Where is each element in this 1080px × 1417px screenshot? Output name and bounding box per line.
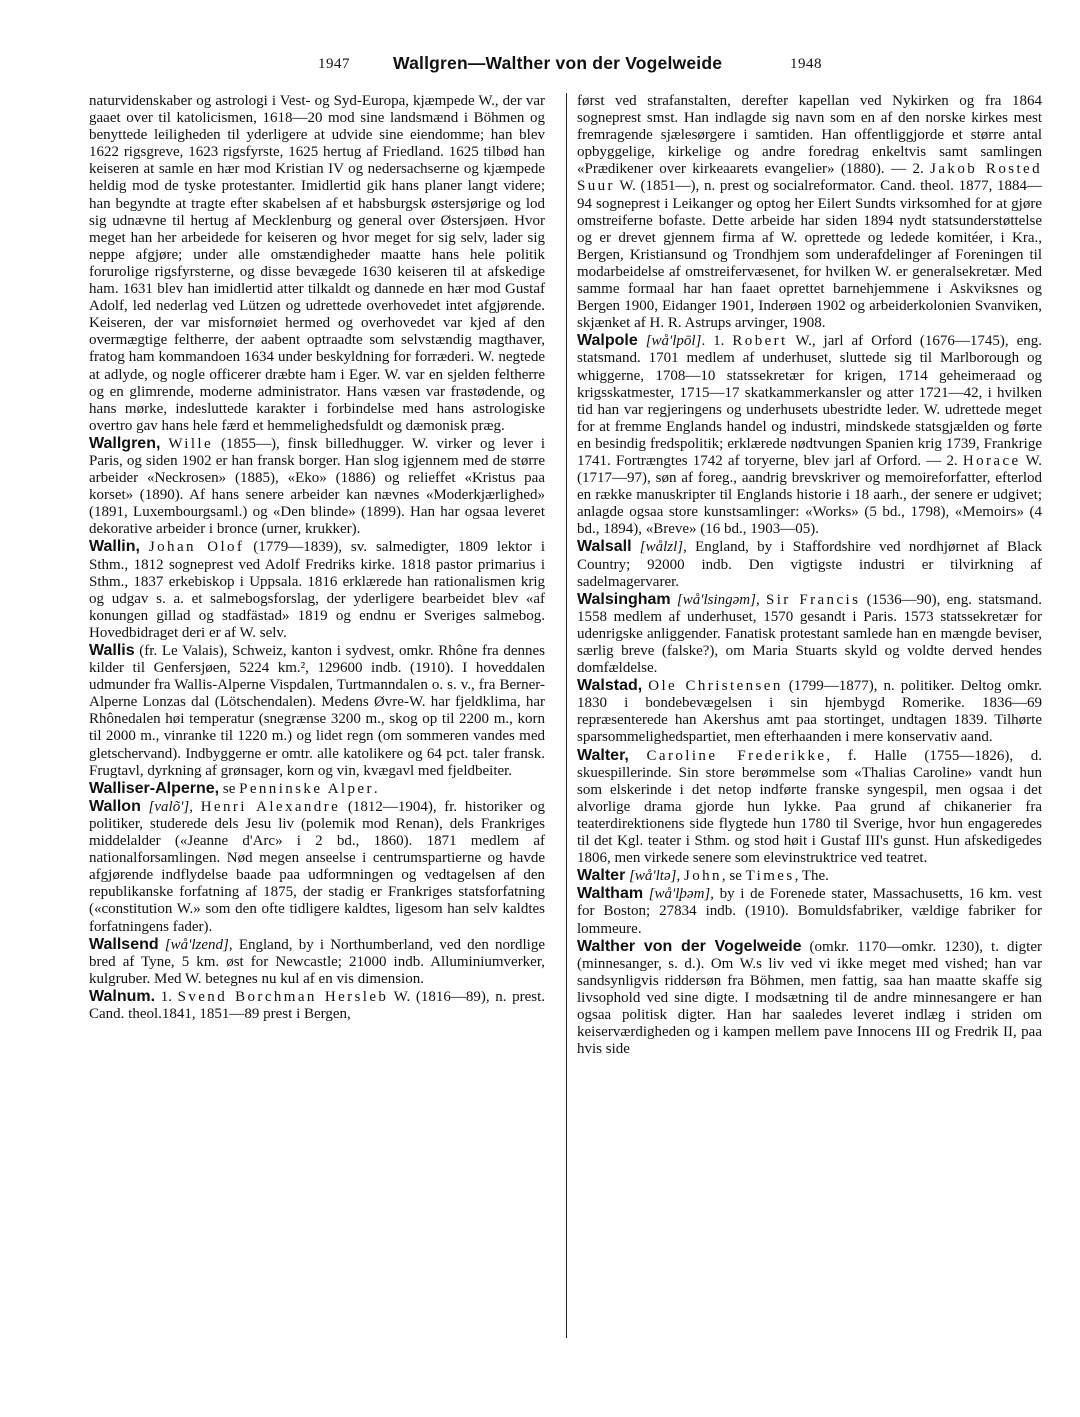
entry-text: , f. Halle (1755—1826), d. skuespillerinde. Sin store berømmelse som «Thalias Caroline» vandt hun som elskerinde i det netop indførte franske syngespil, men ogsaa i det alvorlige drama gjorde hun lykke. Paa grund af chikanerier fra teaterdirektionens side flygtede hun 1780 til Sverige, hvor hun engageredes til det Kgl. teater i Sthm. og stod høit i Gustaf III's gunst. Hun afskedigedes 1806, men virkede senere som elevinstruktrice ved teatret. bbox=[577, 747, 1043, 867]
page-number-left: 1947 bbox=[318, 56, 350, 72]
entry-text: W. (1816—89), n. prest. Cand. theol.1841, 1851—89 prest i Bergen, bbox=[89, 988, 545, 1022]
person-name: Wille bbox=[168, 435, 214, 452]
entry-walliser-alperne bbox=[89, 780, 545, 798]
entry-text: , England, by i Staffordshire ved nordhjørnet af Black Country; 92000 indb. Den vigtigste industri er tilvirkning af sadelmagervarer. bbox=[577, 539, 1042, 590]
headword: Walter bbox=[577, 867, 626, 885]
headword: Walliser-Alperne, bbox=[89, 779, 220, 797]
headword: Wallgren, bbox=[89, 434, 161, 452]
entry-wallon: Wallon [valõ'], Henri Alexandre (1812—1904), fr. historiker og politiker, studerede dels Jesu liv (polemik mod Renan), dels Frankriges middelalder («Jeanne d'Arc» i 2 bd., 1860). 1871 medlem af nationalforsamlingen. Nød megen anseelse i centrumspartierne og havde afgjørende indflydelse baade paa udformningen og vedtagelsen af den republikanske forfatning af 1875, der stadig er Frankriges statsforfatning («constitution W.» som den ofte tidligere kaldtes, ligesom han selv kaldtes forfatningens fader). bbox=[89, 797, 546, 935]
headword: Waltham bbox=[577, 885, 644, 903]
entry-text: , England, by i Northumberland, ved den nordlige bred af Tyne, 5 km. øst for Newcastle; 21000 indb. Alluminiumverker, kulgruber. Med W. betegnes nu kul af en vis dimension. bbox=[89, 936, 545, 987]
headword: Walpole bbox=[577, 332, 638, 350]
entry-text: (1536—90), eng. statsmand. 1558 medlem af underhuset, 1570 gesandt i Paris. 1573 statssekretær for udenrigske anliggender. Fanatisk protestant samlede han en mængde beviser, særlig breve (falske?), om Maria Stuarts skyld og voldte derved hendes domfældelse. bbox=[577, 591, 1042, 677]
person-name: Robert bbox=[732, 333, 788, 350]
pronunciation: [wålzl] bbox=[639, 539, 684, 556]
entry-text: (fr. Le Valais), Schweiz, kanton i sydvest, omkr. Rhône fra dennes kilder til Genfersjøen, 5224 km.², 129600 indb. (1910). I hoveddalen udmunder fra Wallis-Alperne Vispdalen, Turtmanndalen o. s. v., fra Berner-Alperne Lonzas dal (Lötschendalen). Medens Øvre-W. har fjeldklima, har Rhônedalen høi temperatur (snegrænse 3200 m., skog op til 2200 m., korn til 2000 m., vinranke til 1220 m.) og lidet regn (om sommeren vandes med gletschervand). Indbyggerne er omtr. alle katolikere og 64 pct. taler fransk. Frugtavl, dyrkning af grønsager, korn og vin, kvægavl med fjeldbeiter. bbox=[89, 643, 545, 779]
entry-wallgren bbox=[89, 435, 545, 539]
entry-wallsend bbox=[89, 936, 545, 988]
page-number-right: 1948 bbox=[790, 56, 822, 72]
entry-walter-john bbox=[577, 867, 1042, 885]
entry-text: (1855—), finsk billedhugger. W. virker og lever i Paris, og siden 1902 er han fransk borger. Han slog igjennem med de større arbeider «Neckrosen» (1885), «Eko» (1886) og relieffet «Kristus paa korset» (1890). Af hans senere arbeider kan nævnes «Moderkjærlighed» (1891, Luxembourgsaml.) og «Den blinde» (1899). Han har ogsaa leveret dekorative arbeider i bronce (urner, krukker). bbox=[89, 435, 545, 538]
person-name: Ole Christensen bbox=[648, 678, 783, 695]
person-name: Henri Alexandre bbox=[200, 798, 341, 815]
column-divider bbox=[566, 93, 567, 1338]
headword: Walter, bbox=[577, 746, 629, 764]
pronunciation: [wå'lsingəm] bbox=[676, 591, 756, 608]
pronunciation: [wå'lþəm] bbox=[648, 886, 711, 903]
pronunciation: [wå'ltə] bbox=[629, 868, 677, 885]
entry-prefix: . 1. bbox=[701, 333, 733, 350]
entry-text: (1799—1877), n. politiker. Deltog omkr. 1830 i bondebevægelsen i sin hjembygd Romerike. 1836—69 repræsenterede han Akershus amt paa stortinget, undtagen 1839. Tilhørte sparsommelighedspartiet, men efterhaanden i mere konservativ aand. bbox=[577, 678, 1043, 746]
headword: Wallsend bbox=[89, 935, 159, 953]
entry-text-end: . bbox=[373, 780, 378, 797]
entry-prefix: , bbox=[676, 868, 684, 885]
headword: Wallon bbox=[89, 797, 141, 815]
entry-wallin bbox=[89, 538, 545, 642]
cross-reference: Times bbox=[745, 868, 795, 885]
person-name: Johan Olof bbox=[148, 539, 245, 556]
continued-paragraph bbox=[577, 93, 1042, 332]
entry-text: (1779—1839), sv. salmedigter, 1809 lektor i Sthm., 1812 sogneprest ved Adolf Fredriks kirke. 1818 pastor primarius i Sthm., 1837 erkebiskop i Uppsala. 1816 erklærede han rationalismen krig og udgav s. a. et salmebogsforslag, der yderligere bearbeidet blev «af konungen gillad og stadfästad» 1819 og endnu er Sveriges salmebog. Hovedbidraget deri er af W. selv. bbox=[89, 539, 546, 641]
person-name-2: Horace bbox=[962, 452, 1021, 469]
entry-prefix: , bbox=[755, 591, 766, 608]
person-name: Caroline Frederikke bbox=[646, 747, 827, 764]
entry-prefix: 1. bbox=[155, 988, 178, 1005]
pronunciation: [valõ'] bbox=[148, 798, 190, 815]
paragraph-text: først ved strafanstalten, derefter kapellan ved Nykirken og fra 1864 sogneprest smst. Han indlagde sig navn som en af den norske kirkes mest fremragende sjælesørgere i samtiden. Han offentliggjorde et større antal opbyggelige, kirkelige og andre foredrag enkeltvis samt samlingen «Prædikener over kirkeaarets evangelier» (1880). — 2. bbox=[577, 93, 1042, 178]
paragraph-text: naturvidenskaber og astrologi i Vest- og Syd-Europa, kjæmpede W., der var gaaet over til katolicismen, 1618—20 mod sine landsmænd i Böhmen og benyttede leiligheden til yderligere at udvide sine eiendomme; han blev 1622 rigsgreve, 1623 rigsfyrste, 1625 hertug af Friedland. 1625 tilbød han keiseren at samle en hær mod Kristian IV og nedersachserne og kjæmpede heldig mod de tyske protestanter. Imidlertid gik hans planer langt videre; han begyndte at tragte efter skabelsen af et habsburgsk østersjørige og lod sig udnævne til hertug af Mecklenburg og general over Østersjøen. Hvor meget han her arbeidede for keiseren og hvor meget for sig selv, lader sig neppe afgjøre; under alle omstændigheder maatte hans hele politik forurolige rigsfyrsterne, og disse bevægede 1630 keiseren til at afskedige ham. 1631 blev han imidlertid atter tilkaldt og dannede en hær mod Gustaf Adolf, led nederlag ved Lützen og udrettede overhovedet intet afgjørende. Keiseren, der var misfornøiet hermed og overhovedet var kjed af den overmægtige feltherre, der aabent optraadte som selvstændig magthaver, fratog ham kommandoen 1634 under beskyldning for forræderi. W. negtede at adlyde, og nogle officerer dræbte ham i Eger. W. var en sjelden feltherre og en glimrende, moderne administrator. Hans væsen var frastødende, og hans mørke, indesluttede karakter i forbindelse med hans astrologiske overtro gav hans hele færd et hemmelighedsfuldt og dæmonisk præg. bbox=[89, 93, 545, 434]
entry-text: W., jarl af Orford (1676—1745), eng. statsmand. 1701 medlem af underhuset, sluttede sig til Marlborough og whiggerne, 1708—10 statssekretær for krigen, 1714 geheimeraad og krigsskatmester, 1715—17 skatkammerkansler og atter 1721—42, i hvilken tid han var regjeringens og underhusets ubestridte leder. W. udrettede meget for at fremme Englands handel og industri, mindskede statsgjælden og førte en besindig fredspolitik; erklærede nødtvungen Spanien krig 1739, Frankrige 1741. Fortrængtes 1742 af toryerne, blev jarl af Orford. — 2. bbox=[577, 333, 1043, 469]
entry-walpole bbox=[577, 332, 1042, 538]
headword: Walsall bbox=[577, 538, 632, 556]
headword: Wallis bbox=[89, 642, 135, 659]
person-name: John bbox=[683, 868, 722, 885]
person-name: Jakob Rosted Suur bbox=[577, 161, 1043, 195]
running-head: Wallgren—Walther von der Vogelweide bbox=[393, 53, 723, 73]
person-name: Svend Borchman Hersleb bbox=[177, 988, 389, 1005]
entry-text: (1812—1904), fr. historiker og politiker, studerede dels Jesu liv (polemik mod Renan), dels Frankriges middelalder («Jeanne d'Arc» i 2 bd., 1860). 1871 medlem af nationalforsamlingen. Nød megen anseelse i centrumspartierne og havde afgjørende indflydelse baade paa udformningen og vedtagelsen af den republikanske forfatning af 1875, der stadig er Frankriges statsforfatning («constitution W.» som den ofte tidligere kaldtes, ligesom han selv kaldtes forfatningens fader). bbox=[89, 798, 546, 935]
entry-walsall bbox=[577, 538, 1042, 590]
entry-walnum bbox=[89, 988, 545, 1023]
entry-walstad bbox=[577, 677, 1042, 746]
entry-walsingham bbox=[577, 591, 1042, 677]
entry-walter-caroline bbox=[577, 747, 1042, 868]
continued-paragraph bbox=[89, 93, 545, 435]
headword: Walther von der Vogelweide bbox=[577, 937, 802, 955]
entry-text-end: , The. bbox=[794, 868, 829, 885]
entry-text-2: W. (1717—97), søn af foreg., aandrig brevskriver og memoireforfatter, efterlod en række manuskripter til Englands historie i 18 aarh., der senere er udgivet; anlagde ogsaa store kunstsamlinger: «Works» (5 bd., 1798), «Memoirs» (4 bd., 1894), «Breve» (16 bd., 1903—05). bbox=[577, 452, 1043, 538]
right-column bbox=[577, 93, 1042, 1058]
pronunciation: [wå'lzend] bbox=[164, 936, 229, 953]
entry-walther-von-der-vogelweide bbox=[577, 938, 1042, 1059]
entry-waltham bbox=[577, 885, 1042, 937]
entry-text: (omkr. 1170—omkr. 1230), t. digter (minnesanger, s. d.). Om W.s liv ved vi ikke meget med vished; han var sandsynligvis riddersøn fra Böhmen, men fattig, saa han maatte skaffe sig livsophold ved sine digte. I modsætning til de andre minnesangere er han ogsaa politisk digter. Han har saaledes leveret indlæg i striden om keiserværdigheden og i kampen mellem pave Innocens III og Fredrik II, paa hvis side bbox=[577, 938, 1043, 1058]
person-name: Sir Francis bbox=[765, 591, 861, 608]
entry-text: , by i de Forenede stater, Massachusetts, 16 km. vest for Boston; 27834 indb. (1910). Bomuldsfabriker, vældige fabriker for lommeure. bbox=[577, 886, 1042, 937]
headword: Walnum. bbox=[89, 987, 156, 1005]
pronunciation: [wå'lpōl] bbox=[645, 333, 702, 350]
headword: Walsingham bbox=[577, 590, 671, 608]
entry-wallis bbox=[89, 642, 545, 780]
entry-text: , se bbox=[721, 868, 746, 885]
cross-reference: Penninske Alper bbox=[239, 780, 374, 797]
headword: Walstad, bbox=[577, 677, 643, 695]
headword: Wallin, bbox=[89, 538, 140, 556]
left-column bbox=[89, 93, 545, 1023]
page-header bbox=[0, 52, 1080, 82]
entry-text: se bbox=[219, 780, 240, 797]
paragraph-text-cont: W. (1851—), n. prest og socialreformator. Cand. theol. 1877, 1884—94 sogneprest i Leikanger og optog her Eilert Sundts virksomhed for at gjøre omstreiferne bofaste. Dette arbeide har siden 1894 nydt statsunderstøttelse og er drevet gjennem firma af W. oprettede og ledede komitéer, i Kra., Bergen, Kristiansund og Trondhjem som underafdelinger af Foreningen til modarbeidelse af omstreifervæsenet, for hvilken W. er generalsekretær. Med samme formaal har han faaet oprettet barnehjemmene i Askviksnes og Bergen 1900, Eidanger 1901, Inderøen 1902 og arbeiderkolonien Svanviken, skjænket af H. R. Astrups arvinger, 1908. bbox=[577, 178, 1042, 332]
